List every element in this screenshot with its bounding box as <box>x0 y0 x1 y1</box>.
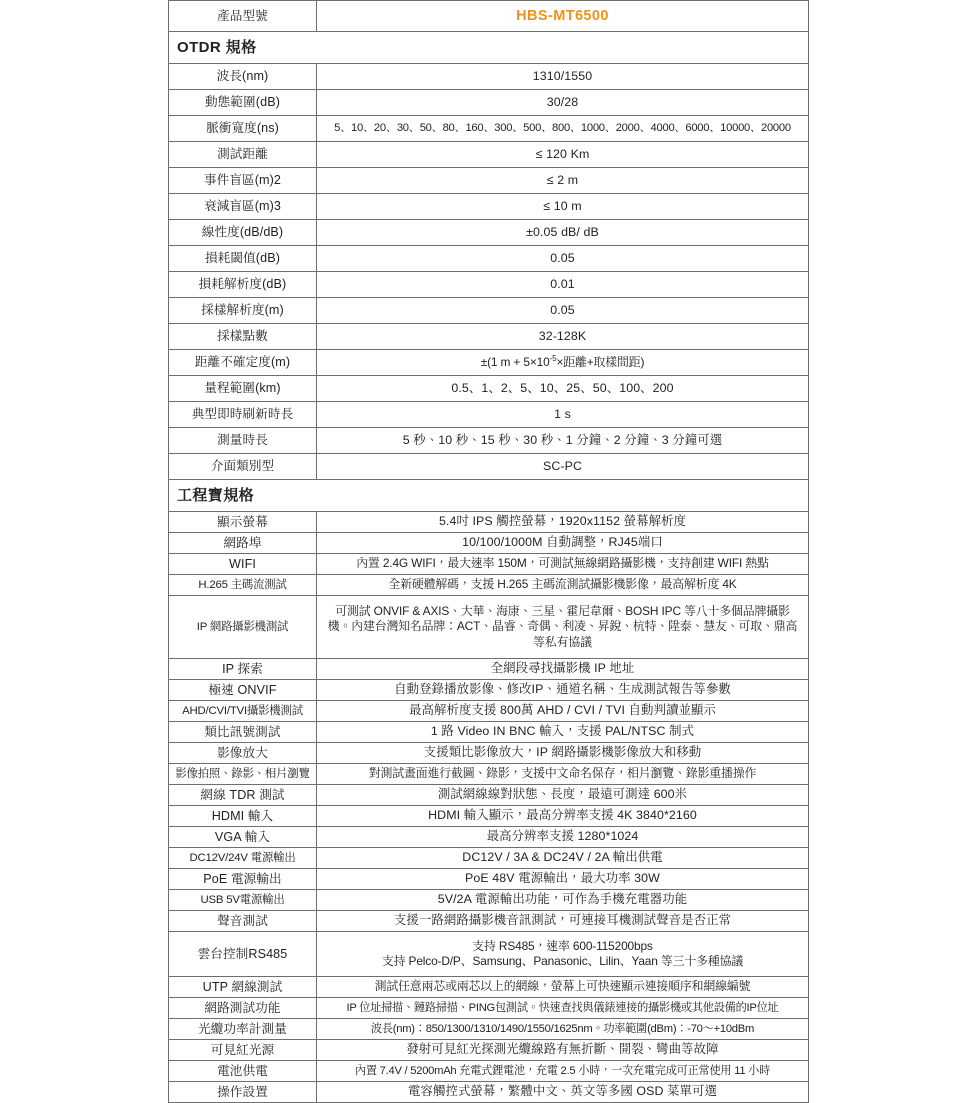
table-row <box>169 701 809 722</box>
row-label-battery: 電池供電 <box>169 1061 317 1082</box>
ptz-line-2: 支持 Pelco-D/P、Samsung、Panasonic、Lilin、Yaan 等三十多種協議 <box>381 954 744 968</box>
row-value-network-test: IP 位址掃描、鏈路掃描、PING包測試。快速查找與儀錶連接的攝影機或其他設備的IP位址 <box>317 998 809 1019</box>
row-value-sampling-resolution: 0.05 <box>317 298 809 324</box>
table-row <box>169 168 809 194</box>
table-row <box>169 806 809 827</box>
table-row <box>169 402 809 428</box>
row-label-loss-threshold: 損耗閾值(dB) <box>169 246 317 272</box>
section-heading-otdr <box>169 32 809 64</box>
row-label-snapshot-record-browse: 影像拍照、錄影、相片瀏覽 <box>169 764 317 785</box>
table-row <box>169 659 809 680</box>
ptz-line-1: 支持 RS485，速率 600-115200bps <box>472 938 653 953</box>
row-value-range: 0.5、1、2、5、10、25、50、100、200 <box>317 376 809 402</box>
table-row <box>169 1061 809 1082</box>
row-value-ptz-rs485 <box>317 932 809 977</box>
row-value-audio-test: 支援一路網路攝影機音訊測試，可連接耳機測試聲音是否正常 <box>317 911 809 932</box>
row-label-distance-uncertainty: 距離不確定度(m) <box>169 350 317 376</box>
table-row <box>169 911 809 932</box>
row-label-tdr-test: 網線 TDR 測試 <box>169 785 317 806</box>
ip-camera-line-1: 可測試 ONVIF & AXIS、大華、海康、三星、霍尼韋爾、BOSH IPC 等八十多個品牌攝影 <box>335 604 790 619</box>
table-row <box>169 554 809 575</box>
row-value-operation-settings: 電容觸控式螢幕，繁體中文、英文等多國 OSD 菜單可選 <box>317 1082 809 1103</box>
table-row <box>169 680 809 701</box>
row-label-connector-type: 介面類別型 <box>169 454 317 480</box>
row-label-audio-test: 聲音測試 <box>169 911 317 932</box>
row-value-snapshot-record-browse: 對測試畫面進行截圖、錄影，支援中文命名保存，相片瀏覽、錄影重播操作 <box>317 764 809 785</box>
ip-camera-line-2: 機。內建台灣知名品牌：ACT、晶睿、奇偶、利凌、昇銳、杭特、陞泰、慧友、可取、鼎高 <box>327 619 798 634</box>
row-label-fast-onvif: 極速 ONVIF <box>169 680 317 701</box>
row-value-image-zoom: 支援類比影像放大，IP 網路攝影機影像放大和移動 <box>317 743 809 764</box>
section-heading-engineering-label: 工程寶規格 <box>169 480 809 512</box>
table-row <box>169 324 809 350</box>
row-value-usb-power-output: 5V/2A 電源輸出功能，可作為手機充電器功能 <box>317 890 809 911</box>
row-label-ptz-rs485: 雲台控制RS485 <box>169 932 317 977</box>
row-label-linearity: 線性度(dB/dB) <box>169 220 317 246</box>
table-row <box>169 298 809 324</box>
row-value-ahd-cvi-tvi-test: 最高解析度支援 800萬 AHD / CVI / TVI 自動判讀並顯示 <box>317 701 809 722</box>
row-value-dynamic-range: 30/28 <box>317 90 809 116</box>
uncertainty-suffix: ×距離+取樣間距) <box>556 354 645 369</box>
table-row <box>169 977 809 998</box>
section-heading-engineering <box>169 480 809 512</box>
table-row <box>169 220 809 246</box>
row-value-visual-fault-locator: 發射可見紅光探測光纜線路有無折斷、開裂、彎曲等故障 <box>317 1040 809 1061</box>
table-row <box>169 827 809 848</box>
table-row <box>169 998 809 1019</box>
row-label-dc-power-output: DC12V/24V 電源輸出 <box>169 848 317 869</box>
row-label-wifi: WIFI <box>169 554 317 575</box>
row-label-network-port: 網路埠 <box>169 533 317 554</box>
table-row <box>169 376 809 402</box>
row-value-network-port: 10/100/1000M 自動調整，RJ45端口 <box>317 533 809 554</box>
table-row <box>169 869 809 890</box>
row-label-ip-discovery: IP 探索 <box>169 659 317 680</box>
row-label-range: 量程範圍(km) <box>169 376 317 402</box>
row-label-dynamic-range: 動態範圍(dB) <box>169 90 317 116</box>
row-label-vga-input: VGA 輸入 <box>169 827 317 848</box>
row-value-loss-threshold: 0.05 <box>317 246 809 272</box>
table-row <box>169 890 809 911</box>
table-row <box>169 764 809 785</box>
table-row <box>169 194 809 220</box>
table-row <box>169 246 809 272</box>
row-label-h265-test: H.265 主碼流測試 <box>169 575 317 596</box>
row-value-event-dead-zone: ≤ 2 m <box>317 168 809 194</box>
table-row <box>169 1040 809 1061</box>
table-row <box>169 1082 809 1103</box>
row-label-measure-time: 測量時長 <box>169 428 317 454</box>
row-value-vga-input: 最高分辨率支援 1280*1024 <box>317 827 809 848</box>
uncertainty-exponent: -5 <box>549 353 557 363</box>
section-heading-otdr-label: OTDR 規格 <box>169 32 809 64</box>
table-row <box>169 533 809 554</box>
row-label-sampling-points: 採樣點數 <box>169 324 317 350</box>
row-label-product-model: 產品型號 <box>169 1 317 32</box>
row-label-hdmi-input: HDMI 輸入 <box>169 806 317 827</box>
row-value-tdr-test: 測試網線線對狀態、長度，最遠可測達 600米 <box>317 785 809 806</box>
row-value-sampling-points: 32-128K <box>317 324 809 350</box>
row-value-loss-resolution: 0.01 <box>317 272 809 298</box>
row-value-wifi: 內置 2.4G WIFI，最大速率 150M，可測試無線網路攝影機，支持創建 WIFI 熱點 <box>317 554 809 575</box>
row-value-dc-power-output: DC12V / 3A & DC24V / 2A 輸出供電 <box>317 848 809 869</box>
row-value-wavelength: 1310/1550 <box>317 64 809 90</box>
row-label-ahd-cvi-tvi-test: AHD/CVI/TVI攝影機測試 <box>169 701 317 722</box>
row-value-display: 5.4吋 IPS 觸控螢幕，1920x1152 螢幕解析度 <box>317 512 809 533</box>
row-label-utp-cable-test: UTP 網線測試 <box>169 977 317 998</box>
table-row <box>169 932 809 977</box>
row-label-optical-power-meter: 光纜功率計測量 <box>169 1019 317 1040</box>
table-row <box>169 64 809 90</box>
table-row-product-model <box>169 1 809 32</box>
table-row <box>169 272 809 298</box>
row-label-usb-power-output: USB 5V電源輸出 <box>169 890 317 911</box>
row-value-battery: 內置 7.4V / 5200mAh 充電式鋰電池，充電 2.5 小時，一次充電完成可正常使用 11 小時 <box>317 1061 809 1082</box>
row-label-analog-signal-test: 類比訊號測試 <box>169 722 317 743</box>
table-row <box>169 350 809 376</box>
row-value-fast-onvif: 自動登錄播放影像、修改IP、通道名稱、生成測試報告等參數 <box>317 680 809 701</box>
row-value-analog-signal-test: 1 路 Video IN BNC 輸入，支援 PAL/NTSC 制式 <box>317 722 809 743</box>
row-value-pulse-width: 5、10、20、30、50、80、160、300、500、800、1000、2000、4000、6000、10000、20000 <box>317 116 809 142</box>
ip-camera-line-3: 等私有協議 <box>533 634 592 649</box>
table-row <box>169 743 809 764</box>
row-label-image-zoom: 影像放大 <box>169 743 317 764</box>
row-value-test-distance: ≤ 120 Km <box>317 142 809 168</box>
table-row <box>169 575 809 596</box>
row-value-refresh-time: 1 s <box>317 402 809 428</box>
row-label-refresh-time: 典型即時刷新時長 <box>169 402 317 428</box>
table-row <box>169 722 809 743</box>
table-row <box>169 454 809 480</box>
row-label-event-dead-zone: 事件盲區(m)2 <box>169 168 317 194</box>
table-row <box>169 596 809 659</box>
row-label-operation-settings: 操作設置 <box>169 1082 317 1103</box>
table-row <box>169 428 809 454</box>
table-row <box>169 848 809 869</box>
table-row <box>169 785 809 806</box>
row-value-hdmi-input: HDMI 輸入顯示，最高分辨率支援 4K 3840*2160 <box>317 806 809 827</box>
row-value-distance-uncertainty <box>317 350 809 376</box>
row-label-loss-resolution: 損耗解析度(dB) <box>169 272 317 298</box>
row-label-display: 顯示螢幕 <box>169 512 317 533</box>
row-value-ip-discovery: 全網段尋找攝影機 IP 地址 <box>317 659 809 680</box>
row-label-network-test: 網路測試功能 <box>169 998 317 1019</box>
row-value-utp-cable-test: 測試任意兩芯或兩芯以上的網線，螢幕上可快速顯示連接順序和網線編號 <box>317 977 809 998</box>
table-row <box>169 90 809 116</box>
specification-table <box>168 0 809 1103</box>
row-value-optical-power-meter: 波長(nm)：850/1300/1310/1490/1550/1625nm。功率範圍(dBm)：-70～+10dBm <box>317 1019 809 1040</box>
row-label-sampling-resolution: 採樣解析度(m) <box>169 298 317 324</box>
row-label-pulse-width: 脈衝寬度(ns) <box>169 116 317 142</box>
table-row <box>169 116 809 142</box>
row-label-visual-fault-locator: 可見紅光源 <box>169 1040 317 1061</box>
row-value-linearity: ±0.05 dB/ dB <box>317 220 809 246</box>
row-label-test-distance: 測試距離 <box>169 142 317 168</box>
table-row <box>169 1019 809 1040</box>
row-value-product-model: HBS-MT6500 <box>317 1 809 32</box>
table-row <box>169 512 809 533</box>
uncertainty-prefix: ±(1 m + 5×10 <box>480 354 550 369</box>
row-label-wavelength: 波長(nm) <box>169 64 317 90</box>
row-value-h265-test: 全新硬體解碼，支援 H.265 主碼流測試攝影機影像，最高解析度 4K <box>317 575 809 596</box>
row-value-poe-power-output: PoE 48V 電源輸出，最大功率 30W <box>317 869 809 890</box>
table-row <box>169 142 809 168</box>
row-value-connector-type: SC-PC <box>317 454 809 480</box>
row-label-attenuation-dead-zone: 衰減盲區(m)3 <box>169 194 317 220</box>
row-value-ip-camera-test <box>317 596 809 659</box>
row-label-poe-power-output: PoE 電源輸出 <box>169 869 317 890</box>
row-label-ip-camera-test: IP 網路攝影機測試 <box>169 596 317 659</box>
row-value-attenuation-dead-zone: ≤ 10 m <box>317 194 809 220</box>
row-value-measure-time: 5 秒、10 秒、15 秒、30 秒、1 分鐘、2 分鐘、3 分鐘可選 <box>317 428 809 454</box>
